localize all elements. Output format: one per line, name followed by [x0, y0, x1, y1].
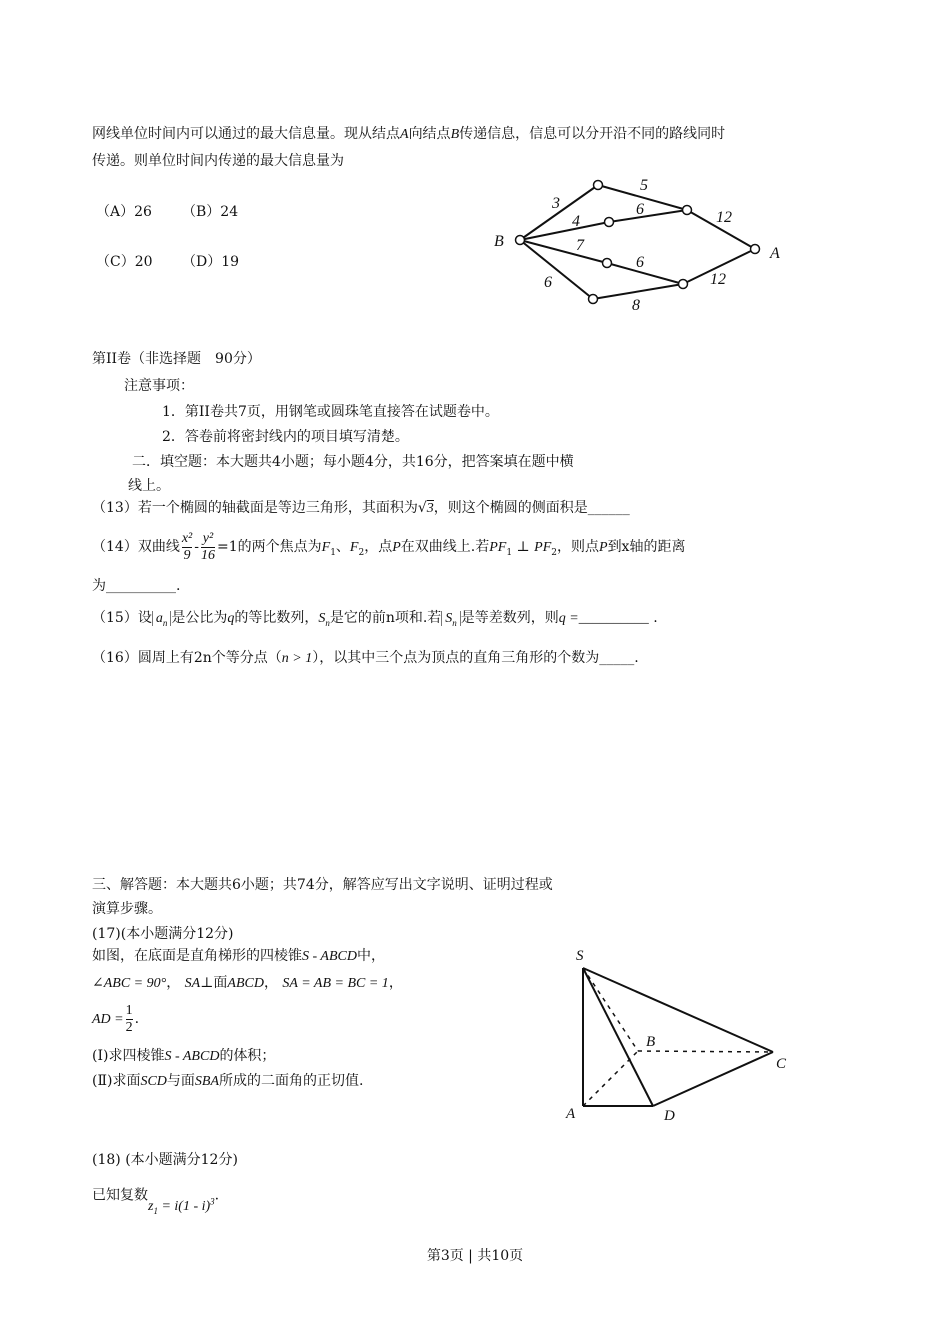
page-footer: 第3页 | 共10页 — [426, 1248, 524, 1264]
q17-part2: (Ⅱ)求面SCD与面SBA所成的二面角的正切值. — [92, 1073, 364, 1089]
fill-section-title: 二．填空题：本大题共4小题；每小题4分，共16分，把答案填在题中横 — [132, 454, 574, 470]
label-a: A — [566, 1106, 576, 1122]
part2-title: 第II卷（非选择题 90分） — [92, 351, 261, 367]
edge-dc — [653, 1052, 773, 1106]
node-bottom — [589, 295, 598, 304]
label-d: D — [664, 1108, 675, 1124]
node-b — [516, 236, 525, 245]
weight-6b: 6 — [636, 254, 644, 271]
pyramid-diagram — [560, 940, 800, 1125]
edge-ab-hidden — [583, 1051, 638, 1106]
part3-title: 三、解答题：本大题共6小题；共74分，解答应写出文字说明、证明过程或 — [92, 877, 553, 893]
edge-sd — [583, 968, 656, 1106]
node-mid1 — [605, 218, 614, 227]
fill-section-title-cont: 线上。 — [128, 478, 170, 494]
q18-heading: (18) (本小题满分12分) — [92, 1152, 238, 1168]
q18-line1: 已知复数$z_1 = i(1 - i)^3$. — [92, 1187, 220, 1216]
q17-line3: AD = $\frac{1}{2}$ . — [92, 1002, 140, 1035]
q15: （15）设 $a_n$ 是公比为q的等比数列，$S_n$是它的前n项和.若 $S_n$ 是等差数列，则q =__________ . — [92, 610, 658, 628]
edge-mid2-lower — [607, 263, 683, 284]
q12-option-d: （D）19 — [182, 254, 240, 270]
label-a: A — [770, 245, 780, 262]
edge-bc-hidden — [638, 1051, 773, 1052]
weight-7: 7 — [576, 237, 584, 254]
weight-8: 8 — [632, 297, 640, 314]
q13: （13）若一个椭圆的轴截面是等边三角形，其面积为√3，则这个椭圆的侧面积是______ — [92, 500, 630, 516]
q16: （16）圆周上有2n个等分点（n > 1），以其中三个点为顶点的直角三角形的个数为_____. — [92, 650, 639, 666]
node-mid2 — [603, 259, 612, 268]
q12-line1: 网线单位时间内可以通过的最大信息量。现从结点A向结点B传递信息，信息可以分开沿不同的路线同时 — [92, 126, 726, 142]
network-diagram — [480, 170, 800, 320]
label-b: B — [646, 1034, 656, 1050]
label-s: S — [576, 948, 584, 964]
edge-sc — [583, 968, 773, 1052]
q14: （14）双曲线 $\frac{\text{x²}}{9}$ - $\frac{\text{y²}}{16}$ =1的两个焦点为$F_1$、$F_2$，点P在双曲线上.若$PF_1$ ⊥ $PF_2$，则点P到x轴的距离 — [92, 530, 686, 563]
weight-4: 4 — [572, 213, 580, 230]
edge-mid1-right — [609, 210, 687, 222]
q17-line2: ∠ABC = 90°， SA⊥面ABCD， SA = AB = BC = 1， — [92, 975, 403, 991]
label-b: B — [494, 233, 504, 250]
notice-item-2: 2．答卷前将密封线内的项目填写清楚。 — [162, 429, 409, 445]
label-c: C — [776, 1056, 787, 1072]
notice-heading: 注意事项： — [124, 378, 194, 394]
weight-12b: 12 — [710, 271, 726, 288]
node-right-lower — [679, 280, 688, 289]
node-top — [594, 181, 603, 190]
weight-6a: 6 — [636, 201, 644, 218]
q12-option-c: （C）20 — [96, 254, 153, 270]
weight-6c: 6 — [544, 274, 552, 291]
weight-3: 3 — [552, 195, 560, 212]
node-a — [751, 245, 760, 254]
q12-option-b: （B）24 — [182, 204, 239, 220]
notice-item-1: 1．第II卷共7页，用钢笔或圆珠笔直接答在试题卷中。 — [162, 404, 499, 420]
part3-title-cont: 演算步骤。 — [92, 901, 162, 917]
q12-line2: 传递。则单位时间内传递的最大信息量为 — [92, 153, 344, 169]
weight-12a: 12 — [716, 209, 732, 226]
q17-line1: 如图，在底面是直角梯形的四棱锥S - ABCD中， — [92, 948, 385, 964]
q12-option-a: （A）26 — [96, 204, 152, 220]
node-right-upper — [683, 206, 692, 215]
q14-line2: 为__________. — [92, 578, 181, 594]
q17-part1: (Ⅰ)求四棱锥S - ABCD的体积； — [92, 1048, 276, 1064]
q17-heading: (17)(本小题满分12分) — [92, 926, 234, 942]
weight-5: 5 — [640, 177, 648, 194]
